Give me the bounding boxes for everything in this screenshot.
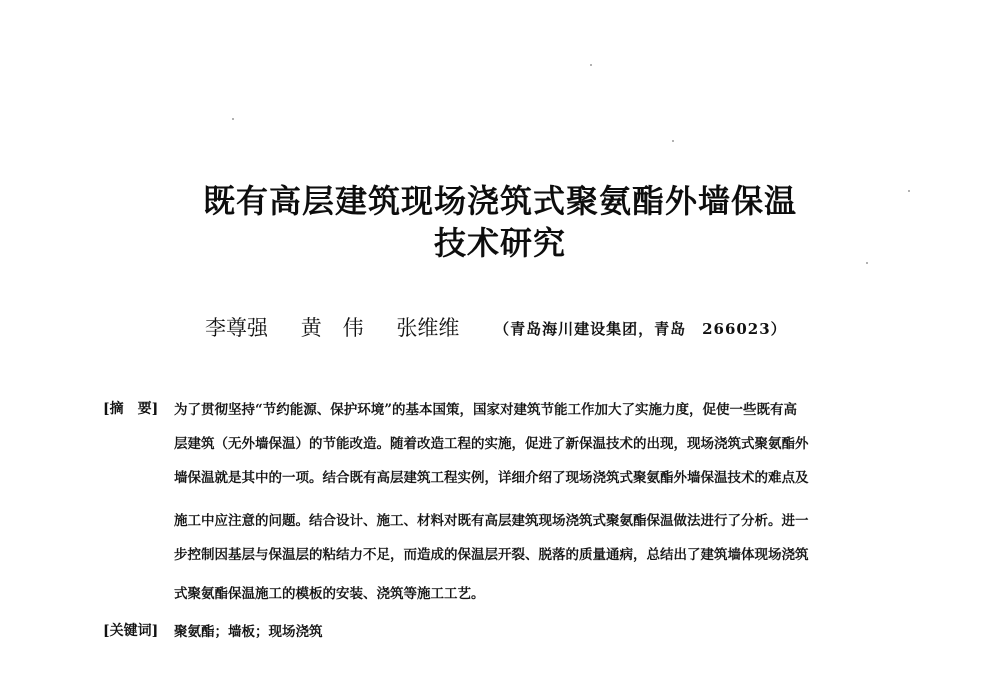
paper-title-line-1: 既有高层建筑现场浇筑式聚氨酯外墙保温 [202,182,797,220]
abstract-line-5: 步控制因基层与保温层的粘结力不足，而造成的保温层开裂、脱落的质量通病，总结出了建筑墙体现场浇筑 [174,547,809,563]
abstract-line-1: 为了贯彻坚持“节约能源、保护环境”的基本国策，国家对建筑节能工作加大了实施力度，促使一些既有高 [174,402,798,418]
abstract-line-2: 层建筑（无外墙保温）的节能改造。随着改造工程的实施，促进了新保温技术的出现，现场浇筑式聚氨酯外 [174,436,809,452]
author-2: 黄 伟 [300,316,364,340]
abstract-line-4: 施工中应注意的问题。结合设计、施工、材料对既有高层建筑现场浇筑式聚氨酯保温做法进行了分析。进一 [174,513,809,529]
scan-speck [232,118,234,120]
affiliation: （青岛海川建设集团，青岛 266023） [494,320,787,338]
keywords-label: [关键词] [103,623,159,639]
byline [205,312,787,342]
author-1: 李尊强 [205,316,268,340]
scan-speck [672,140,674,142]
abstract-line-3: 墙保温就是其中的一项。结合既有高层建筑工程实例，详细介绍了现场浇筑式聚氨酯外墙保温技术的难点及 [174,470,809,486]
scan-speck [866,262,868,264]
author-3: 张维维 [396,316,460,340]
abstract-label: [摘 要] [103,401,159,417]
scan-speck [590,64,592,66]
paper-title-line-2: 技术研究 [433,224,566,262]
keywords-text: 聚氨酯；墙板；现场浇筑 [174,624,323,640]
abstract-line-6: 式聚氨酯保温施工的模板的安装、浇筑等施工工艺。 [174,586,485,602]
scan-speck [908,190,910,192]
